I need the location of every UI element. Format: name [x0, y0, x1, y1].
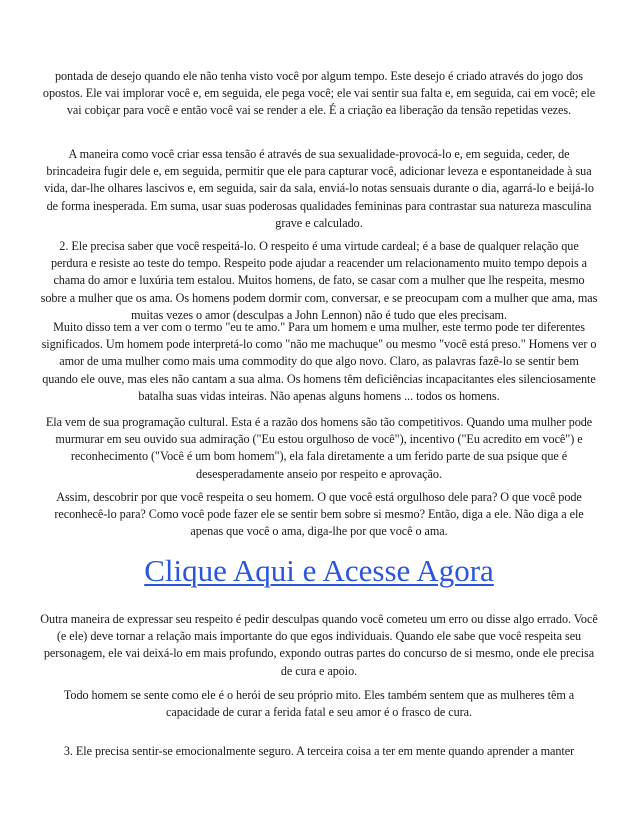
paragraph-1: pontada de desejo quando ele não tenha visto você por algum tempo. Este desejo é criado através do jogo dos opostos. Ele vai implorar você e, em seguida, ele pega você; ele vai sentir sua falta e, em seguida, cai em você; ele vai cobiçar para você e então você vai se render a ele. É a criação ea liberação da tensão repetidas vezes.: [42, 69, 596, 118]
paragraph-3: 2. Ele precisa saber que você respeitá-lo. O respeito é uma virtude cardeal; é a base de qualquer relação que perdura e resiste ao teste do tempo. Respeito pode ajudar a reacender um relacionamento muito tempo depois a chama do amor e luxúria tem estalou. Muitos homens, de fato, se casar com a mulher que lhe respeita, mesmo sobre a mulher que os ama. Os homens podem dormir com, conversar, e se preocupam com a mulher que ama, mas muitas vezes o amor (desculpas a John Lennon) não é tudo que eles precisam.: [40, 239, 598, 322]
paragraph-6: Assim, descobrir por que você respeita o seu homem. O que você está orgulhoso dele para? O que você pode reconhecê-lo para? Como você pode fazer ele se sentir bem sobre si mesmo? Então, diga a ele. Não diga a ele apenas que você o ama, diga-lhe por que você o ama.: [54, 490, 584, 539]
paragraph-5: Ela vem de sua programação cultural. Esta é a razão dos homens são tão competitivos. Quando uma mulher pode murmurar em seu ouvido sua admiração ("Eu estou orgulhoso de você"), incentivo ("Eu acredito em você") e reconhecimento ("Você é um bom homem"), ela fala diretamente a um ferido parte de sua psique que é desesperadamente anseio por respeito e aprovação.: [45, 415, 593, 481]
paragraph-7: Outra maneira de expressar seu respeito é pedir desculpas quando você cometeu um erro ou disse algo errado. Você (e ele) deve tornar a relação mais importante do que egos individuais. Quando ele sabe que você respeita seu personagem, ele vai deixá-lo em mais profundo, expondo outras partes do concurso de si mesmo, onde ele precisa de cura e apoio.: [40, 612, 598, 678]
paragraph-2: A maneira como você criar essa tensão é através de sua sexualidade-provocá-lo e, em seguida, ceder, de brincadeira fugir dele e, em seguida, permitir que ele para capturar você, adicionar leveza e espontaneidade à sua vida, dar-lhe olhares lascivos e, em seguida, sair da sala, enviá-lo notas sensuais durante o dia, agarrá-lo e beijá-lo de forma inesperada. Em suma, usar suas poderosas qualidades femininas para contrastar sua natureza masculina grave e calculado.: [44, 147, 594, 230]
cta-link[interactable]: Clique Aqui e Acesse Agora: [144, 553, 494, 588]
paragraph-8: Todo homem se sente como ele é o herói de seu próprio mito. Eles também sentem que as mulheres têm a capacidade de curar a ferida fatal e seu amor é o frasco de cura.: [63, 688, 575, 720]
paragraph-9: 3. Ele precisa sentir-se emocionalmente seguro. A terceira coisa a ter em mente quando aprender a manter: [63, 744, 575, 758]
paragraph-4: Muito disso tem a ver com o termo "eu te amo." Para um homem e uma mulher, este termo pode ter diferentes significados. Um homem pode interpretá-lo como "não me machuque" ou mesmo "você está preso." Homens ver o amor de uma mulher como mais uma commodity do que algo novo. Claro, as palavras fazê-lo se sentir bem quando ele ouve, mas eles não cantam a sua alma. Os homens têm deficiências incapacitantes eles silenciosamente batalha suas vidas inteiras. Não apenas alguns homens ... todos os homens.: [41, 320, 597, 403]
